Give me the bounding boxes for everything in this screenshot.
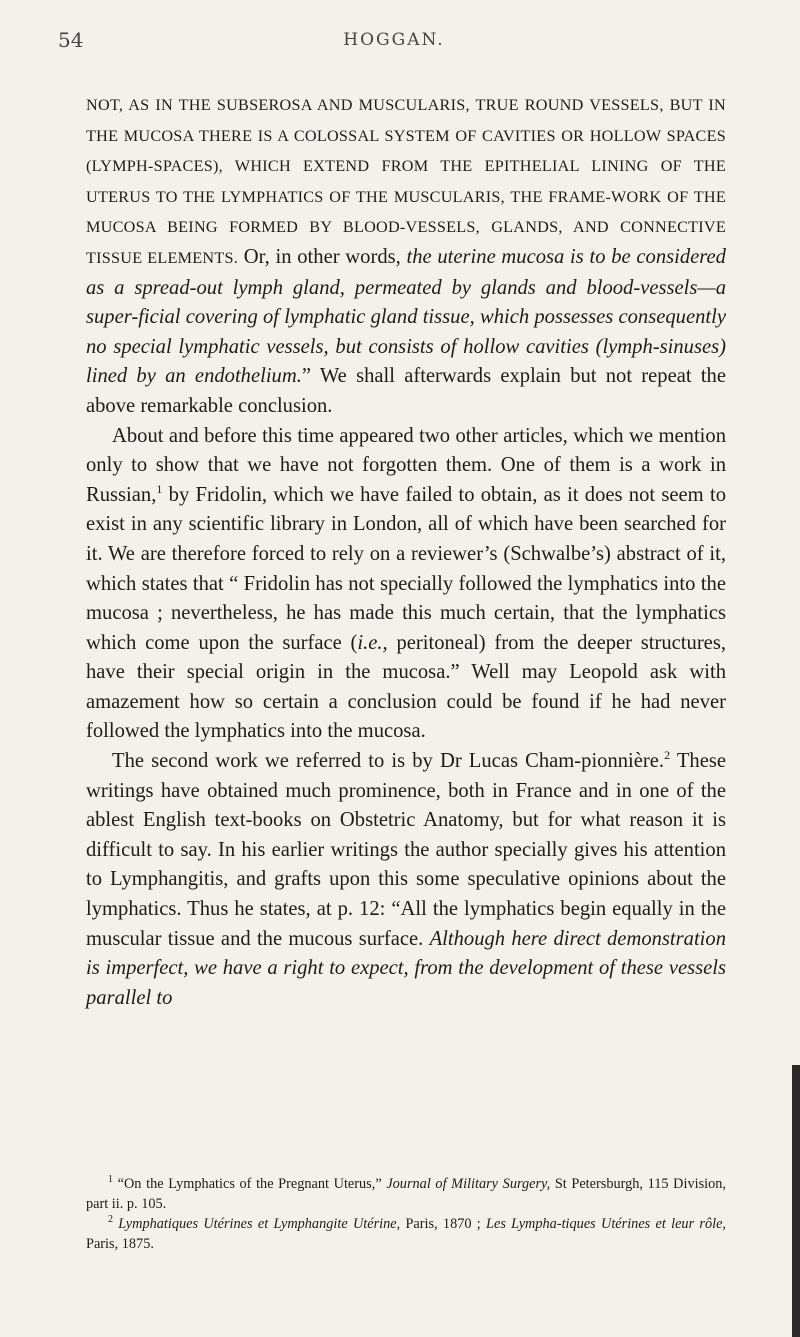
footnote-1-text-b: St Petersburgh, 115 Division, part ii. p. 105.	[86, 1176, 726, 1212]
footnote-2-title-1: Lymphatiques Utérines et Lymphangite Utérine,	[118, 1216, 401, 1232]
footnote-ref-2[interactable]: 2	[664, 748, 671, 763]
italic-quotation: the uterine mucosa is to be considered as a spread-out lymph gland, permeated by glands and blood-vessels—a super-ficial covering of lymphatic gland tissue, which possesses consequently no special lymphatic vessels, but consists of hollow cavities (lymph-sinuses) lined by an endothelium.	[86, 245, 726, 388]
paragraph-2-ie: i.e.,	[357, 631, 388, 654]
page-number: 54	[58, 28, 84, 52]
footnote-2	[86, 1214, 726, 1254]
footnote-2-number: 2	[108, 1214, 113, 1226]
running-title: HOGGAN.	[343, 30, 445, 50]
paragraph-1-end: ” We shall afterwards explain but not repeat the above remarkable conclusion.	[86, 365, 726, 417]
footnote-ref-1[interactable]: 1	[156, 481, 163, 496]
paragraph-2-text-a: About and before this time appeared two other articles, which we mention only to show that we have not forgotten them. One of them is a work in Russian,	[86, 424, 726, 506]
small-caps-quotation: NOT, AS IN THE SUBSEROSA AND MUSCULARIS, TRUE ROUND VESSELS, BUT IN THE MUCOSA THERE IS A COLOSSAL SYSTEM OF CAVITIES OR HOLLOW SPACES (LYMPH-SPACES), WHICH EXTEND FROM THE EPITHELIAL LINING OF THE UTERUS TO THE LYMPHATICS OF THE MUSCULARIS, THE FRAME-WORK OF THE MUCOSA BEING FORMED BY BLOOD-VESSELS, GLANDS, AND CONNECTIVE TISSUE ELEMENTS.	[86, 96, 726, 267]
footnote-1-text-a: “On the Lymphatics of the Pregnant Uterus,”	[117, 1176, 382, 1192]
footnote-1-journal: Journal of Military Surgery,	[386, 1176, 551, 1192]
body-text	[86, 90, 726, 1013]
paragraph-3-italic: Although here direct demonstration is imperfect, we have a right to expect, from the development of these vessels parallel to	[86, 927, 726, 1009]
page-edge-shadow	[792, 1065, 800, 1337]
footnote-1-number: 1	[108, 1174, 113, 1186]
running-head	[58, 28, 730, 58]
footnote-2-title-2: Les Lympha-tiques Utérines et leur rôle,	[486, 1216, 727, 1232]
paragraph-1	[86, 90, 726, 422]
paragraph-2-text-b: by Fridolin, which we have failed to obtain, as it does not seem to exist in any scientific library in London, all of which have been searched for it. We are therefore forced to rely on a reviewer’s (Schwalbe’s) abstract of it, which states that “ Fridolin has not specially followed the lymphatics into the mucosa ; nevertheless, he has made this much certain, that the lymphatics which come upon the surface (	[86, 483, 726, 654]
paragraph-3	[86, 747, 726, 1013]
paragraph-3-text-b: These writings have obtained much prominence, both in France and in one of the ablest English text-books on Obstetric Anatomy, but for what reason it is difficult to say. In his earlier writings the author specially gives his attention to Lymphangitis, and grafts upon this some speculative opinions about the lymphatics. Thus he states, at p. 12: “All the lymphatics begin equally in the muscular tissue and the mucous surface.	[86, 750, 726, 950]
paragraph-2	[86, 422, 726, 748]
footnote-1	[86, 1174, 726, 1214]
paragraph-3-text-a: The second work we referred to is by Dr Lucas Cham-pionnière.	[112, 750, 665, 773]
footnote-2-text-b: Paris, 1870 ;	[400, 1216, 481, 1232]
paragraph-2-text-c: peritoneal) from the deeper structures, have their special origin in the mucosa.” Well may Leopold ask with amazement how so certain a conclusion could be found if he had never followed the lymphatics into the mucosa.	[86, 631, 726, 743]
footnote-2-text-c: Paris, 1875.	[86, 1236, 154, 1252]
paragraph-1-roman: Or, in other words,	[243, 245, 401, 268]
footnotes	[86, 1174, 726, 1254]
